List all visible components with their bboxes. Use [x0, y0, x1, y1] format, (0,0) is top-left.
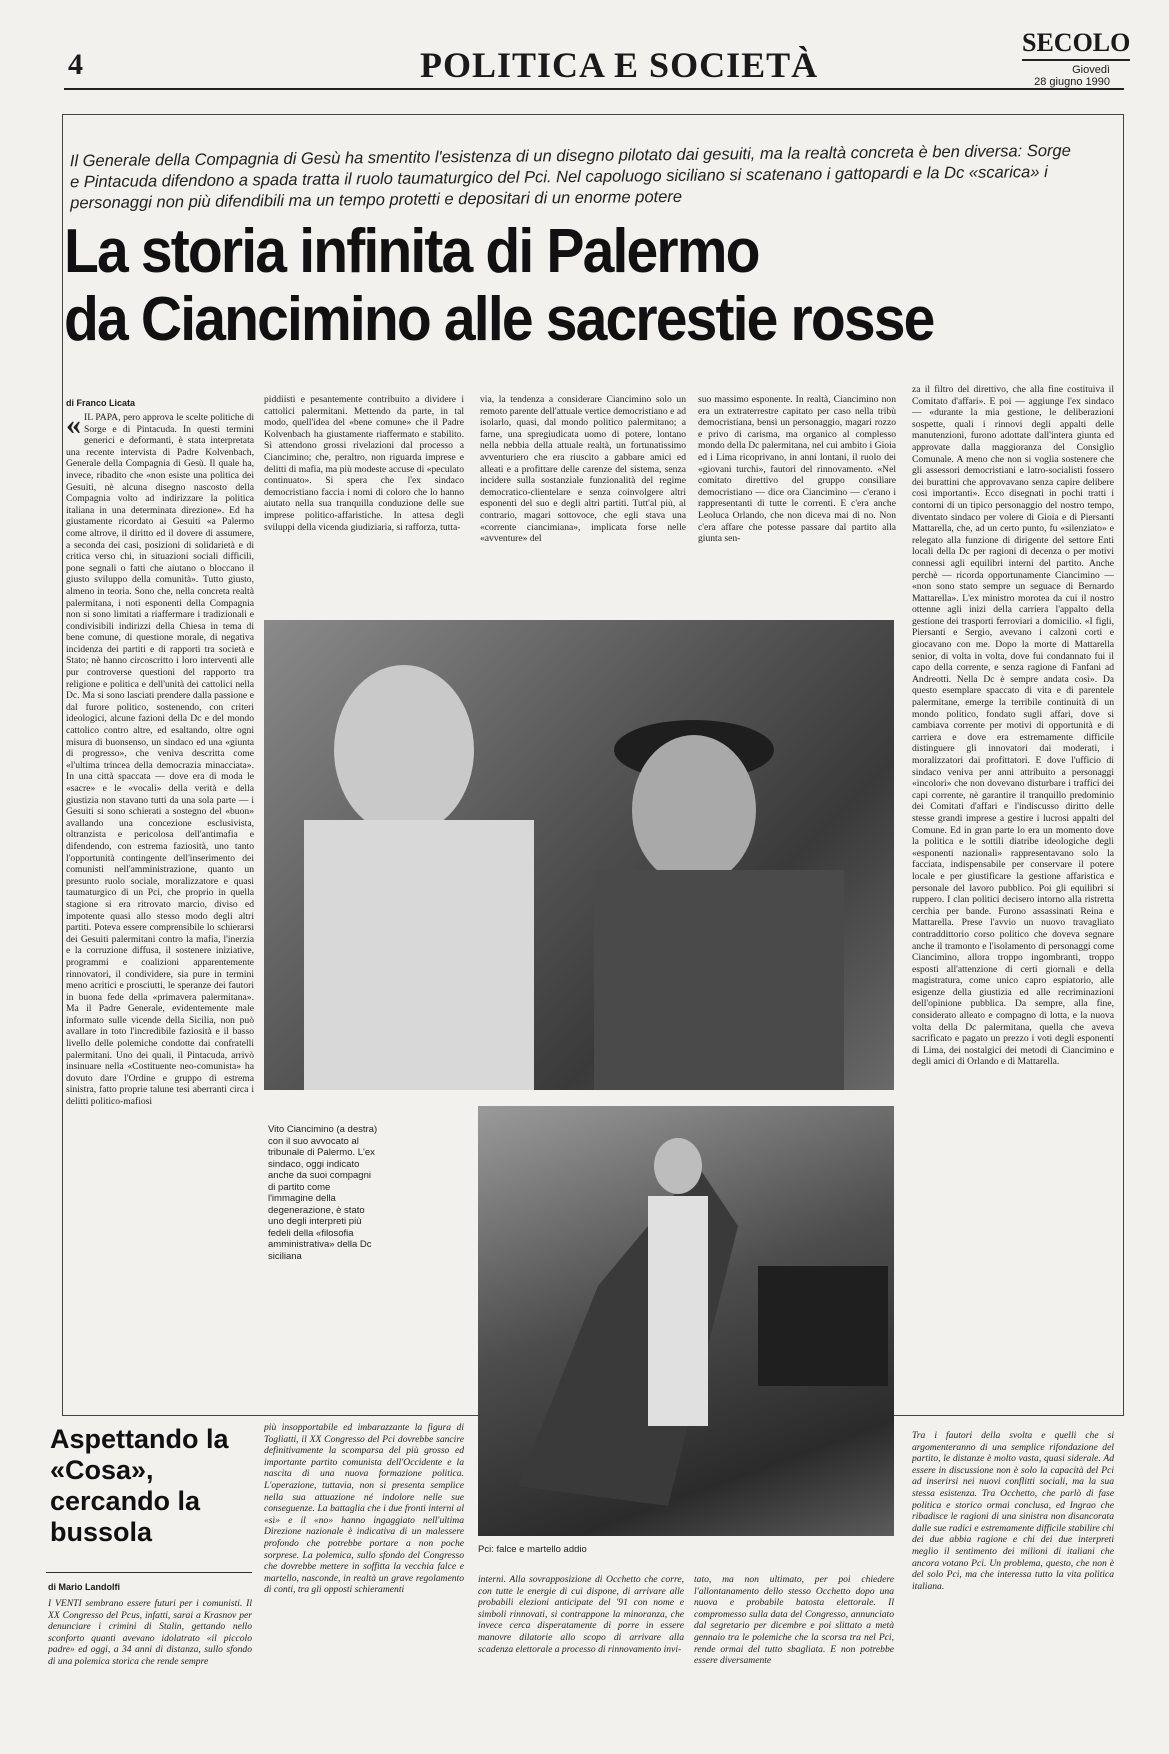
sidebar-column-4 [694, 1574, 894, 1748]
column-3-text: via, la tendenza a considerare Ciancimino solo un remoto parente dell'attuale vertice democristiano e ad isolarlo, quasi, dal mondo politico palermitano; a farne, una spregiudicata uomo di potere, lontano nella nebbia della attuale realtà, un fortunatissimo avventuriero che era riuscito a gabbare amici ed alleati e a profittare delle carenze del sistema, senza incidere sulla sostanziale funzionalità del regime democratico-clientelare e senza coinvolgere altri esponenti del suo e degli altri partiti. Tutt'al più, al contrario, magari sottovoce, che egli stava una «corrente ciancimiana», implicata forse nelle «avventure» del [480, 394, 686, 545]
headline-line-1: La storia infinita di Palermo [64, 217, 759, 286]
article-kicker: Il Generale della Compagnia di Gesù ha smentito l'esistenza di un disegno pilotato dai gesuiti, ma la realtà concreta è ben diversa: Sorge e Pintacuda difendono a spada tratta il ruolo taumaturgico del Pci. Nel capoluogo siciliano si scatenano i gattopardi e la Dc «scarica» i personaggi non più difendibili ma un tempo protetti e depositari di un enorme potere [69, 141, 1071, 213]
sidebar-column-1 [48, 1598, 252, 1748]
left-man-coat [304, 820, 534, 1090]
sidebar-column-3 [478, 1574, 684, 1748]
left-man-head [334, 665, 474, 835]
article-column-3 [480, 394, 686, 608]
sidebar-column-5 [912, 1430, 1114, 1748]
photo-2-caption: Pci: falce e martello addio [478, 1544, 587, 1555]
day: Giovedì [1072, 64, 1110, 76]
drop-cap: « [66, 412, 81, 441]
section-title: POLITICA E SOCIETÀ [420, 45, 819, 85]
article-column-1 [66, 412, 254, 1402]
sidebar-column-2-text: più insopportabile ed imbarazzante la figura di Togliatti, il XX Congresso del Pci dovrebbe sancire definitivamente la scomparsa del più grosso ed importante partito comunista dell'Occidente e la nascita di una nuova formazione politica. L'operazione, tuttavia, non si presenta semplice nella sua attuazione né indolore nelle sue conseguenze. La battaglia che i due fronti interni al «sì» e il «no» hanno ingaggiato nell'ultima Direzione nazionale è indicativa di un malessere profondo che potrebbe portare a non poche sorprese. La polemica, sullo sfondo del Congresso che dovrebbe mettere in soffitta la vecchia falce e martello, nasconde, in realtà un grave regolamento di conti, tra gli opposti schieramenti [264, 1422, 464, 1596]
article-column-5 [912, 384, 1114, 1404]
top-rule [64, 88, 1124, 90]
dateline [1030, 64, 1110, 88]
photo-illustration [264, 620, 894, 1090]
photo-1-caption: Vito Ciancimino (a destra) con il suo avvocato al tribunale di Palermo. L'ex sindaco, oggi indicato anche da suoi compagni di partito come l'immagine della degenerazione, è stato uno degli interpreti più fedeli della «filosofia amministrativa» della Dc siciliana [268, 1124, 378, 1262]
column-1-text: IL PAPA, pero approva le scelte politiche di Sorge e di Pintacuda. In questi termini generici e deformanti, è stata interpretata una recente intervista di Padre Kolvenbach, Generale della Compagnia di Gesù. Il quale ha, invece, ribadito che «non esiste una politica dei Gesuiti, nè alcuna disegno nascosto della Compagnia volto ad indirizzare la politica italiana in una determinata direzione». Ed ha giustamente ricordato ai Gesuiti «a Palermo come altrove, il diritto ed il dovere di assumere, a seconda dei casi, posizioni di solidarietà e di critica verso chi, in situazioni sociali difficili, pone segnali o fatti che aiutano o bloccano il giusto sviluppo della comunità». Tutto giusto, almeno in teoria. Sono che, nella concreta realtà palermitana, i noti esponenti della Compagnia non si sono limitati a riaffermare i tradizionali e condivisibili indirizzi della Chiesa in tema di bene comune, di questione morale, di negativa incidenza dei partiti e di rapporti tra società e Stato; nè hanno circoscritto i loro interventi alle pur controverse questioni del rapporto tra religione e politica e dell'unità dei cattolici nella Dc. Ma si sono lasciati prendere dalla passione e dal furore politico, sostenendo, con criteri ideologici, alcune fazioni della Dc e del mondo cattolico contro altre, ed esaltando, oltre ogni misura di buonsenso, un sindaco ed una «giunta di progresso», che veniva descritta come «l'ultima trincea della democrazia minacciata». In una città spaccata — dove era di moda le «sacre» e le «vocali» della verità e della giustizia non stavano tutti da una sola parte — i Gesuiti si sono schierati a sostegno del «buon» avallando una concezione esclusivista, oltranzista e pericolosa dell'antimafia e difendendo, con estrema faziosità, uno tanto l'opportunità contingente dell'inserimento dei comunisti nell'amministrazione, quanto un presunto ruolo sociale, moralizzatore e quasi taumaturgico di un Pci, che proprio in quella stagione si era ritrovato marcio, diviso ed impotente quasi allo stesso modo degli altri partiti. Poteva essere comprensibile lo schierarsi dei Gesuiti palermitani contro la mafia, l'inerzia e la corruzione diffusa, il sostenere iniziative, programmi e coalizioni apparentemente rinnovatori, il condividere, sia pure in termini meno acritici e prosciutti, le speranze dei fautori in buona fede della «primavera palermitana». Ma il Padre Generale, evidentemente male informato sulle vicende della Sicilia, non può avallare in toto l'incredibile faziosità e il basso livello delle polemiche condotte dai confratelli palermitani. Uno dei quali, il Pintacuda, arrivò insinuare nella «Costituente neo-comunista» ha dovuto dare l'Ordine e gruppo di estrema sinistra, fatto proprie talune tesi aberranti circa i delitti politico-mafiosi [66, 412, 254, 1108]
banner [758, 1266, 888, 1386]
young-man-body [648, 1196, 708, 1426]
newspaper-logo: SECOLO [1022, 28, 1130, 61]
headline-line-2: da Ciancimino alle sacrestie rosse [64, 285, 934, 354]
column-5-text: za il filtro del direttivo, che alla fine costituiva il Comitato d'affari». E poi — aggiunge l'ex sindaco — «durante la mia gestione, le deliberazioni sospette, quali i rinnovi degli appalti delle manutenzioni, furono adottate dall'intera giunta ed approvate dalla maggioranza del Consiglio Comunale. A meno che non si voglia sostenere che gli assessori democristiani e latro-socialisti fossero dei burattini che approvavano senza capire delibere così importanti». Ecco disegnati in pochi tratti i contorni di un tipico personaggio del nostro tempo, diventato sindaco per volere di Gioia e di Piersanti Mattarella, che, ad un certo punto, fu «silenziato» e relegato alla funzione di dirigente del settore Enti locali della Dc per ragioni di decenza o per motivi connessi agli equilibri interni del partito. Anche perchè — ricorda opportunamente Ciancimino — «non sono stato sempre un seguace di Bernardo Mattarella». L'ex ministro morotea da cui il nostro ottenne agli inizi della carriera l'appalto della gestione dei trasporti ferroviari a domicilio. «I figli, Piersanti e Sergio, avevano i calzoni corti e giocavano con me. Dopo la morte di Mattarella senior, di volta in volta, dove fui condannato fui il capo della corrente, e senza ragione di Fanfani ad Andreotti. Nella Dc è sempre andata così». Da questo esemplare spaccato di vita e di parentele palermitane, emerge la terribile continuità di un mondo politico, fondato sugli affari, dove si cambiava corrente per motivi di opportunità e di carriera e dove era estremamente difficile distinguere gli innovatori dai moderati, i moralizzatori dai profittatori. E dove l'ufficio di sindaco veniva per anni attribuito a personaggi «incolori» che non dovevano disturbare i traffici dei capi corrente, nè garantire il tranquillo predominio dei Comitati d'affari e l'indiscusso diritto delle stesse grandi imprese a gestire i lucrosi appalti del Comune. Ed in gran parte lo era un momento dove la politica e le sottili diatribe ideologiche degli «esponenti nazionali» rappresentavano solo la facciata, indispensabile per conservare il potere locale e per giustificare la gestione affaristica e personale del lavoro pubblico. Poi gli equilibri si ruppero. I clan politici decisero intorno alla ristretta cerchia per bande. Furono assassinati Reina e Mattarella. Prese l'avvio un nuovo travagliato contraddittorio corso politico che doveva segnare anche il tramonto e l'isolamento di personaggi come Ciancimino, allora troppo ingombranti, troppo esposti all'attenzione di certi giornali e della magistratura, come unico capro espiatorio, alle esigenze della giustizia ed alle recriminazioni dell'opinione pubblica. Da sempre, alla fine, considerato alleato e compagno di lotta, e la nuova volta della Dc palermitana, quella che aveva sacrificato e pagato un prezzo i voti degli esponenti di Lima, dei nostalgici dei metodi di Ciancimino e degli amici di Orlando e di Mattarella. [912, 384, 1114, 1068]
pci-rally-photo [478, 1106, 894, 1536]
sidebar-headline: Aspettando la «Cosa», cercando la bussola [50, 1424, 229, 1547]
sidebar-column-2 [264, 1422, 464, 1748]
page-number: 4 [68, 48, 83, 81]
article-column-4 [698, 394, 896, 608]
photo-illustration-2 [478, 1106, 894, 1536]
sidebar-column-1-text: I VENTI sembrano essere futuri per i comunisti. Il XX Congresso del Pcus, infatti, sarai a Krasnov per denunciare i crimini di Stalin, gettando nello sconforto quanti avevano idolatrato «il piccolo padre» ed oggi, a 34 anni di distanza, sullo sfondo di una polemica storica che rende sempre [48, 1598, 252, 1667]
sidebar-column-5-text: Tra i fautori della svolta e quelli che si argomenteranno di una semplice rifondazione del partito, le distanze è molto vasta, quasi siderale. Ad essere in discussione non è solo la capacità del Pci ad inserirsi nei nuovi conflitti sociali, ma la sua stessa esistenza. Tra Occhetto, che parlò di fase politica e storico ormai conclusa, ed Ingrao che ribadisce le ragioni di una sinistra non disancorata dalle sue radici e estremamente difficile stabilire chi dei due abbia ragione e chi dei due interpreti meglio il sentimento dei milioni di italiani che ancora votano Pci. Un problema, questo, che non è del solo Pci, ma che interessa tutto la vita politica italiana. [912, 1430, 1114, 1592]
right-man-head [632, 735, 756, 885]
article-headline [64, 218, 1030, 354]
column-4-text: suo massimo esponente. In realtà, Ciancimino non era un extraterrestre capitato per caso nella tribù democristiana, bensì un personaggio, magari rozzo e privo di carisma, ma organico al complesso mondo della Dc palermitana, nel cui ambito i Gioia ed i Lima ricoprivano, in anni lontani, il ruolo dei «giovani turchi», fautori del rinnovamento. «Nel comitato direttivo del gruppo consiliare democristiano — dice ora Ciancimino — c'erano i rappresentanti di tutte le correnti. E c'era anche Leoluca Orlando, che non diceva mai di no. Non c'era affare che potesse passare dal partito alla giunta sen- [698, 394, 896, 545]
date: 28 giugno 1990 [1034, 76, 1110, 88]
sidebar-rule [46, 1572, 252, 1573]
article-byline: di Franco Licata [66, 398, 136, 408]
sidebar-column-3-text: interni. Alla sovrapposizione di Occhetto che corre, con tutte le energie di cui dispone, di arrivare alle probabili elezioni anticipate del '91 con nome e simboli rinnovati, si contrappone la minoranza, che invece cerca disperatamente di porre in essere manovre dilatorie allo scopo di arrivare alla scadenza elettorale a processo di rinnovamento invi- [478, 1574, 684, 1655]
young-man-head [654, 1138, 702, 1194]
sidebar-column-4-text: tato, ma non ultimato, per poi chiedere l'allontanamento dello stesso Occhetto dopo una nuova e probabile batosta elettorale. Il compromesso sulla data del Congresso, annunciato dal segretario per dicembre e poi slittato a metà gennaio tra le polemiche che la scorsa tra nel Pci, rende ormai del tutto sbagliata. E non potrebbe essere diversamente [694, 1574, 894, 1667]
ciancimino-photo [264, 620, 894, 1090]
article-column-2 [264, 394, 464, 608]
right-man-coat [594, 870, 844, 1090]
column-2-text: piddiisti e pesantemente contribuito a dividere i cattolici palermitani. Mettendo da parte, in tal modo, quell'idea del «bene comune» che il Padre Kolvenbach ha giustamente riaffermato e stabilito. Si attendono grossi rivelazioni dal processo a Ciancimino; che, peraltro, non riguarda imprese e delitti di mafia, ma più modeste accuse di «peculato continuato». Si spera che l'ex sindaco democristiano faccia i nomi di coloro che lo hanno aiutato nella sua tranquilla conduzione delle sue imprese politico-affaristiche. In attesa degli sviluppi della vicenda giudiziaria, si rafforza, tutta- [264, 394, 464, 533]
sidebar-byline: di Mario Landolfi [48, 1582, 120, 1592]
